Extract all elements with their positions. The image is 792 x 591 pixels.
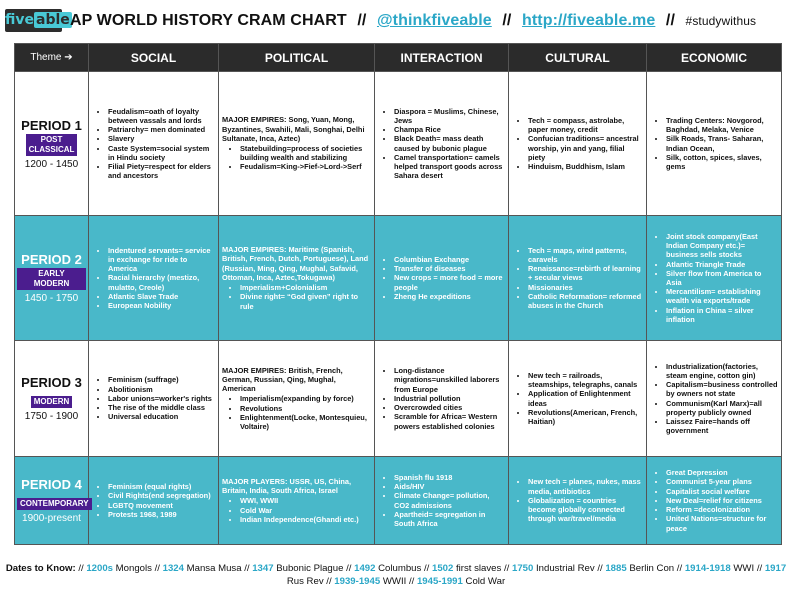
political-list [222, 496, 371, 524]
social-cell [89, 72, 219, 216]
title-row [70, 12, 756, 30]
date-separator: // [501, 563, 512, 574]
date-event: first slaves [453, 563, 502, 574]
list-item: • Divine right= “God given” right to rule [240, 292, 371, 310]
period-years: 1450 - 1750 [24, 293, 79, 304]
list-item: • Imperialism+Colonialism [240, 283, 371, 292]
interaction-cell [375, 341, 509, 457]
table-header-row [15, 44, 782, 72]
political-header: POLITICAL [219, 44, 375, 72]
political-lead: MAJOR PLAYERS: USSR, US, China, Britain, India, South Africa, Israel [222, 476, 352, 496]
economic-list [650, 232, 778, 324]
cultural-list [512, 246, 643, 310]
economic-cell [647, 72, 782, 216]
political-cell [219, 72, 375, 216]
date-separator: // [323, 576, 335, 587]
date-year: 1945-1991 [416, 576, 463, 587]
list-item: • Racial hierarchy (mestizo, mulatto, Creole) [108, 273, 215, 291]
social-cell [89, 457, 219, 545]
logo-text-able: able [36, 12, 70, 28]
list-item [222, 394, 371, 431]
date-year: 1200s [86, 563, 113, 574]
list-item: • New crops = more food = more people [394, 273, 505, 291]
date-event: Cold War [462, 576, 506, 587]
period-badge: MODERN [31, 396, 73, 408]
list-item: • Apartheid= segregation in South Africa [394, 510, 505, 528]
interaction-list [378, 255, 505, 301]
economic-cell [647, 457, 782, 545]
period-row-3 [15, 341, 782, 457]
interaction-list [378, 366, 505, 430]
list-item: • Feminism (equal rights) [108, 482, 215, 491]
social-header: SOCIAL [89, 44, 219, 72]
list-item: • The rise of the middle class [108, 403, 215, 412]
list-item: • New tech = planes, nukes, mass media, antibiotics [528, 477, 643, 495]
list-item [222, 496, 371, 524]
list-item: • Catholic Reformation= reformed abuses in the Church [528, 292, 643, 310]
list-item: • European Nobility [108, 301, 215, 310]
list-item: • Globalization = countries become globally connected through war/travel/media [528, 496, 643, 524]
list-item: • Reform =decolonization [666, 505, 778, 514]
list-item: • Zheng He expeditions [394, 292, 505, 301]
date-separator: // [421, 563, 432, 574]
date-year: 1917 [764, 563, 787, 574]
hashtag: #studywithus [685, 14, 757, 28]
social-list [92, 107, 215, 181]
list-item: • Tech = maps, wind patterns, caravels [528, 246, 643, 264]
date-separator: // [674, 563, 685, 574]
political-lead: MAJOR EMPIRES: British, French, German, Russian, Qing, Mughal, American [222, 365, 343, 394]
list-item: • Scramble for Africa= Western powers established colonies [394, 412, 505, 430]
logo-text-five: five [5, 12, 34, 28]
list-item: • Universal education [108, 412, 215, 421]
list-item: • Camel transportation= camels helped transport goods across Sahara desert [394, 153, 505, 181]
handle-link[interactable]: @thinkfiveable [376, 12, 492, 29]
period-badge [26, 134, 78, 156]
period-row-1 [15, 72, 782, 216]
list-item: • Missionaries [528, 283, 643, 292]
title-separator: // [665, 12, 675, 29]
list-item: • Confucian traditions= ancestral worship, yin and yang, filial piety [528, 134, 643, 162]
period-label-cell [15, 72, 89, 216]
list-item: • Mercantilism= establishing wealth via exports/trade [666, 287, 778, 305]
list-item: • Industrialization(factories, steam engine, cotton gin) [666, 362, 778, 380]
political-lead: MAJOR EMPIRES: Song, Yuan, Mong, Byzantines, Swahili, Mali, Songhai, Delhi Sultanate, Inca, Aztec) [222, 115, 365, 143]
list-item: • Abolitionism [108, 385, 215, 394]
economic-list [650, 116, 778, 171]
list-item: • New tech = railroads, steamships, telegraphs, canals [528, 371, 643, 389]
page-title: AP WORLD HISTORY CRAM CHART [70, 12, 347, 29]
date-event: Mongols [113, 563, 152, 574]
dates-label: Dates to Know: [5, 563, 79, 574]
period-name: PERIOD 1 [21, 117, 82, 133]
period-badge-line: POST [40, 134, 63, 144]
period-name: PERIOD 3 [21, 375, 82, 390]
period-label-cell [15, 457, 89, 545]
list-item: • WWI, WWII [240, 496, 371, 505]
cultural-list [512, 477, 643, 523]
list-item: • Revolutions [240, 404, 371, 413]
date-event: Mansa Musa [183, 563, 242, 574]
cultural-header: CULTURAL [509, 44, 647, 72]
list-item: • Climate Change= pollution, CO2 admissions [394, 491, 505, 509]
political-list [222, 144, 371, 172]
list-item: • Filial Piety=respect for elders and ancestors [108, 162, 215, 180]
list-item: • Laissez Faire=hands off government [666, 417, 778, 435]
list-item: • Columbian Exchange [394, 255, 505, 264]
economic-cell [647, 341, 782, 457]
list-item: • Silver flow from America to Asia [666, 269, 778, 287]
list-item: • Cold War [240, 506, 371, 515]
cultural-cell [509, 457, 647, 545]
list-item: • Civil Rights(end segregation) [108, 491, 215, 500]
list-item: • Indentured servants= service in exchange for ride to America [108, 246, 215, 274]
list-item: • Slavery [108, 134, 215, 143]
list-item: • Labor unions=worker's rights [108, 394, 215, 403]
title-separator: // [357, 12, 367, 29]
date-event: Rus Rev [286, 576, 324, 587]
period-badge-line: CLASSICAL [28, 144, 75, 154]
date-separator: // [78, 563, 87, 574]
social-cell [89, 216, 219, 341]
date-event: Columbus [375, 563, 422, 574]
interaction-cell [375, 457, 509, 545]
dates-to-know [0, 562, 792, 588]
political-list [222, 283, 371, 311]
interaction-list [378, 107, 505, 181]
list-item: • Atlantic Slave Trade [108, 292, 215, 301]
social-cell [89, 341, 219, 457]
list-item: • New Deal=relief for citizens [666, 496, 778, 505]
political-sublist [222, 283, 371, 311]
list-item: • Overcrowded cities [394, 403, 505, 412]
list-item: • United Nations=structure for peace [666, 514, 778, 532]
cultural-list [512, 371, 643, 426]
website-link[interactable]: http://fiveable.me [521, 12, 656, 29]
list-item: • Patriarchy= men dominated [108, 125, 215, 134]
period-years: 1200 - 1450 [24, 158, 79, 170]
period-label-cell [15, 216, 89, 341]
list-item: • Capitalist social welfare [666, 487, 778, 496]
list-item: • Feudalism=oath of loyalty between vassals and lords [108, 107, 215, 125]
political-sublist [222, 496, 371, 524]
list-item: • Hinduism, Buddhism, Islam [528, 162, 643, 171]
date-separator: // [151, 563, 163, 574]
list-item: • Joint stock company(East Indian Company etc.)= business sells stocks [666, 232, 778, 260]
fiveable-logo[interactable] [5, 9, 70, 32]
cultural-cell [509, 72, 647, 216]
list-item: • Indian Independence(Ghandi etc.) [240, 515, 371, 524]
social-list [92, 375, 215, 421]
list-item: • Renaissance=rebirth of learning + secular views [528, 264, 643, 282]
economic-header: ECONOMIC [647, 44, 782, 72]
title-separator: // [502, 12, 512, 29]
interaction-header: INTERACTION [375, 44, 509, 72]
list-item: • Inflation in China = silver inflation [666, 306, 778, 324]
date-separator: // [241, 563, 253, 574]
list-item: • Communist 5-year plans [666, 477, 778, 486]
list-item: • Feudalism=King->Fief->Lord->Serf [240, 162, 371, 171]
list-item: • Champa Rice [394, 125, 505, 134]
list-item: • Statebuilding=process of societies building wealth and stabilizing [240, 144, 371, 162]
date-year: 1324 [162, 563, 184, 574]
list-item [222, 283, 371, 311]
interaction-list [378, 473, 505, 528]
date-event: Berlin Con [626, 563, 675, 574]
date-year: 1502 [431, 563, 454, 574]
theme-header: Theme ➔ [15, 44, 89, 72]
list-item: • Tech = compass, astrolabe, paper money, credit [528, 116, 643, 134]
cultural-cell [509, 216, 647, 341]
social-list [92, 482, 215, 519]
cram-chart-table [14, 43, 782, 545]
interaction-cell [375, 216, 509, 341]
list-item: • Silk, cotton, spices, slaves, gems [666, 153, 778, 171]
list-item: • Diaspora = Muslims, Chinese, Jews [394, 107, 505, 125]
interaction-cell [375, 72, 509, 216]
list-item: • Application of Enlightenment ideas [528, 389, 643, 407]
list-item: • Communism(Karl Marx)=all property publicly owned [666, 399, 778, 417]
political-sublist [222, 394, 371, 431]
political-lead: MAJOR EMPIRES: Maritime (Spanish, British, French, Dutch, Portuguese), Land (Russian, Ming, Qing, Mughal, Safavid, Ottoman, Inca, Aztec,Tokugawa) [222, 245, 369, 282]
list-item: • Transfer of diseases [394, 264, 505, 273]
list-item: • Black Death= mass death caused by bubonic plague [394, 134, 505, 152]
date-year: 1885 [605, 563, 627, 574]
economic-list [650, 362, 778, 436]
list-item: • Capitalism=business controlled by owners not state [666, 380, 778, 398]
date-year: 1914-1918 [684, 563, 731, 574]
date-separator: // [594, 563, 606, 574]
list-item: • Caste System=social system in Hindu society [108, 144, 215, 162]
page-header [0, 0, 792, 44]
date-year: 1939-1945 [334, 576, 381, 587]
list-item: • Aids/HIV [394, 482, 505, 491]
economic-cell [647, 216, 782, 341]
political-sublist [222, 144, 371, 172]
period-badge: CONTEMPORARY [17, 498, 92, 510]
list-item: • Imperialism(expanding by force) [240, 394, 371, 403]
period-name: PERIOD 4 [21, 477, 82, 492]
list-item: • Great Depression [666, 468, 778, 477]
list-item: • Feminism (suffrage) [108, 375, 215, 384]
date-event: WWI [730, 563, 755, 574]
date-separator: // [754, 563, 765, 574]
date-separator: // [343, 563, 355, 574]
political-list [222, 394, 371, 431]
list-item: • Trading Centers: Novgorod, Baghdad, Melaka, Venice [666, 116, 778, 134]
list-item: • Silk Roads, Trans- Saharan, Indian Ocean, [666, 134, 778, 152]
period-label-cell [15, 341, 89, 457]
list-item: • LGBTQ movement [108, 501, 215, 510]
list-item: • Enlightenment(Locke, Montesquieu, Voltaire) [240, 413, 371, 431]
list-item: • Revolutions(American, French, Haitian) [528, 408, 643, 426]
period-years: 1900-present [22, 513, 81, 524]
political-cell [219, 216, 375, 341]
economic-list [650, 468, 778, 532]
cultural-cell [509, 341, 647, 457]
date-separator: // [406, 576, 417, 587]
list-item: • Atlantic Triangle Trade [666, 260, 778, 269]
list-item: • Industrial pollution [394, 394, 505, 403]
period-row-4 [15, 457, 782, 545]
list-item: • Long-distance migrations=unskilled laborers from Europe [394, 366, 505, 394]
period-name: PERIOD 2 [21, 252, 82, 267]
period-years: 1750 - 1900 [24, 411, 79, 422]
date-year: 1750 [511, 563, 534, 574]
political-cell [219, 341, 375, 457]
date-event: Industrial Rev [533, 563, 595, 574]
social-list [92, 246, 215, 310]
period-badge: EARLY MODERN [17, 268, 86, 290]
political-cell [219, 457, 375, 545]
period-row-2 [15, 216, 782, 341]
list-item: • Protests 1968, 1989 [108, 510, 215, 519]
date-event: Bubonic Plague [273, 563, 344, 574]
date-event: WWII [380, 576, 407, 587]
list-item [222, 144, 371, 172]
list-item: • Spanish flu 1918 [394, 473, 505, 482]
cultural-list [512, 116, 643, 171]
date-year: 1492 [354, 563, 376, 574]
date-year: 1347 [252, 563, 274, 574]
